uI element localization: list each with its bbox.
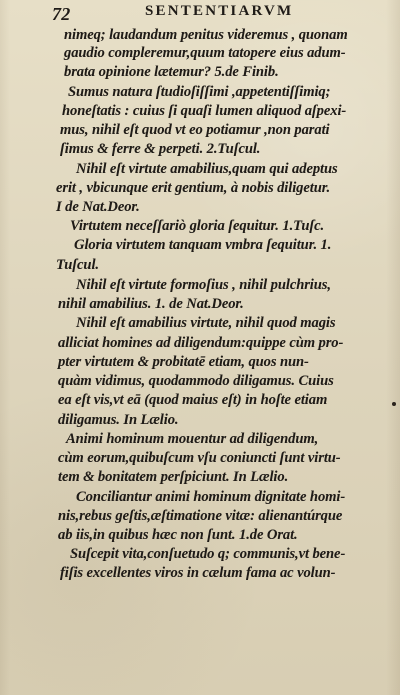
page-number: 72 <box>52 4 71 24</box>
text-line: nis,rebus geſtis,æſtimatione vitæ: alienantúrque <box>58 508 343 524</box>
text-line: erit , vbicunque erit gentium, à nobis diligetur. <box>56 180 331 196</box>
text-line: diligamus. In Lælio. <box>58 412 179 428</box>
text-line: ſimus & ferre & perpeti. 2.Tuſcul. <box>60 141 261 157</box>
text-line: quàm vidimus, quodammodo diligamus. Cuius <box>58 373 334 389</box>
text-line: Suſcepit vita,conſuetudo q; communis,vt bene- <box>70 546 346 562</box>
running-title: SENTENTIARVM <box>145 3 294 19</box>
text-line: fiſis excellentes viros in cælum fama ac volun- <box>60 565 336 581</box>
text-line: I de Nat.Deor. <box>56 199 140 215</box>
text-line: cùm eorum,quibuſcum vſu coniuncti ſunt virtu- <box>58 450 341 466</box>
text-line: Nihil eſt virtute amabilius,quam qui adeptus <box>76 161 338 177</box>
text-line: nihil amabilius. 1. de Nat.Deor. <box>58 296 244 312</box>
margin-mark <box>392 402 396 406</box>
text-line: ab iis,in quibus hæc non ſunt. 1.de Orat. <box>58 527 298 543</box>
text-line: gaudio compleremur,quum tatopere eius adum- <box>64 45 346 61</box>
text-line: Sumus natura ſtudioſiſſimi ,appetentiſſimiq; <box>68 84 331 100</box>
text-line: Conciliantur animi hominum dignitate homi- <box>76 489 346 505</box>
text-line: mus, nihil eſt quod vt eo potiamur ,non parati <box>60 122 330 138</box>
text-line: honeſtatis : cuius ſi quaſi lumen aliquod aſpexi- <box>62 103 347 119</box>
text-line: tem & bonitatem perſpiciunt. In Lælio. <box>58 469 289 485</box>
text-line: brata opinione lætemur? 5.de Finib. <box>64 64 279 80</box>
text-line: Virtutem neceſſariò gloria ſequitur. 1.Tuſc. <box>70 218 325 234</box>
text-line: Nihil eſt amabilius virtute, nihil quod magis <box>76 315 336 331</box>
text-line: ea eſt vis,vt eā (quod maius eſt) in hoſte etiam <box>58 392 328 408</box>
text-line: Nihil eſt virtute formoſius , nihil pulchrius, <box>76 277 331 293</box>
text-line: Animi hominum mouentur ad diligendum, <box>66 431 319 447</box>
text-line: alliciat homines ad diligendum:quippe cùm pro- <box>58 335 344 351</box>
text-line: pter virtutem & probitatē etiam, quos nun- <box>58 354 309 370</box>
text-line: nimeq; laudandum penitus videremus , quonam <box>64 27 348 43</box>
text-line: Gloria virtutem tanquam vmbra ſequitur. 1. <box>74 237 332 253</box>
text-line: Tuſcul. <box>56 257 99 273</box>
